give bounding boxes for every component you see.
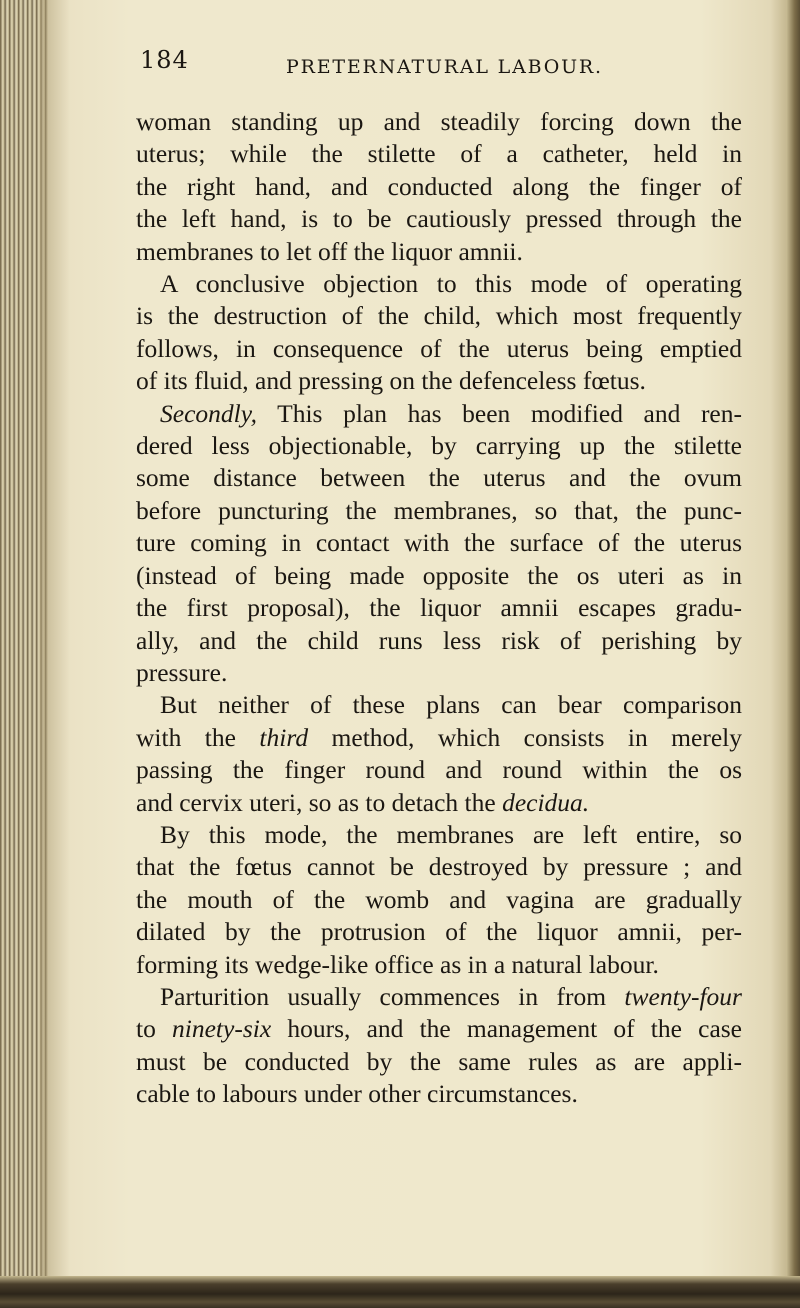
text-line: uterus; while the stilette of a catheter, held in	[136, 139, 742, 169]
text-segment: to	[136, 1014, 173, 1044]
text-line: dilated by the protrusion of the liquor amnii, per-	[136, 917, 742, 947]
text-line: ture coming in contact with the surface of the uterus	[136, 528, 742, 558]
text-segment: Parturition usually commences in from	[160, 981, 625, 1011]
text-line: dered less objectionable, by carrying up the stilette	[136, 431, 742, 461]
text-line: But neither of these plans can bear comparison	[160, 690, 742, 720]
text-line: (instead of being made opposite the os uteri as in	[136, 560, 742, 590]
text-line	[136, 398, 742, 430]
italic-word: decidua.	[502, 787, 590, 817]
text-line: before puncturing the membranes, so that, the punc-	[136, 495, 742, 525]
text-segment: This plan has been modified and ren-	[257, 398, 742, 428]
text-line: By this mode, the membranes are left entire, so	[160, 819, 742, 849]
paragraph-5	[136, 819, 742, 981]
text-line: ally, and the child runs less risk of perishing by	[136, 625, 742, 655]
page-edge-bottom	[0, 1276, 800, 1308]
italic-word: Secondly,	[160, 398, 258, 428]
text-line: of its fluid, and pressing on the defenceless fœtus.	[136, 366, 646, 396]
gutter-shadow	[40, 0, 70, 1308]
text-line: the left hand, is to be cautiously pressed through the	[136, 204, 742, 234]
text-line: is the destruction of the child, which most frequently	[136, 301, 742, 331]
text-segment: with the	[136, 722, 260, 752]
paragraph-4	[136, 689, 742, 819]
paragraph-2	[136, 268, 742, 398]
text-segment: hours, and the management of the case	[271, 1014, 743, 1044]
text-line: the right hand, and conducted along the finger of	[136, 171, 742, 201]
text-segment: and cervix uteri, so as to detach the	[136, 787, 503, 817]
body-text	[136, 106, 742, 1111]
text-line: the first proposal), the liquor amnii escapes gradu-	[136, 593, 742, 623]
text-line	[136, 981, 742, 1013]
text-line: that the fœtus cannot be destroyed by pressure ; and	[136, 852, 742, 882]
page-header	[0, 46, 800, 86]
paragraph-6	[136, 981, 742, 1111]
text-line: woman standing up and steadily forcing down the	[136, 107, 742, 136]
italic-word: twenty-four	[624, 981, 742, 1011]
text-line: membranes to let off the liquor amnii.	[136, 236, 523, 266]
paragraph-1	[136, 106, 742, 268]
paragraph-3	[136, 398, 742, 690]
text-line: A conclusive objection to this mode of operating	[160, 269, 742, 299]
text-line	[136, 722, 742, 754]
running-head: PRETERNATURAL LABOUR.	[286, 56, 603, 78]
text-line	[136, 787, 742, 819]
page-edge-right	[786, 0, 800, 1308]
text-line: forming its wedge-like office as in a natural labour.	[136, 949, 659, 979]
italic-word: ninety-six	[172, 1014, 272, 1044]
page-number: 184	[140, 46, 189, 74]
text-line: must be conducted by the same rules as are appli-	[136, 1046, 742, 1076]
italic-word: third	[259, 722, 309, 752]
text-line: cable to labours under other circumstances.	[136, 1079, 578, 1109]
text-line: pressure.	[136, 657, 228, 687]
text-line: the mouth of the womb and vagina are gradually	[136, 884, 742, 914]
text-line: some distance between the uterus and the ovum	[136, 463, 742, 493]
text-line: passing the finger round and round within the os	[136, 755, 742, 785]
text-line	[136, 1013, 742, 1045]
text-segment: method, which consists in merely	[308, 722, 742, 752]
text-line: follows, in consequence of the uterus being emptied	[136, 333, 742, 363]
